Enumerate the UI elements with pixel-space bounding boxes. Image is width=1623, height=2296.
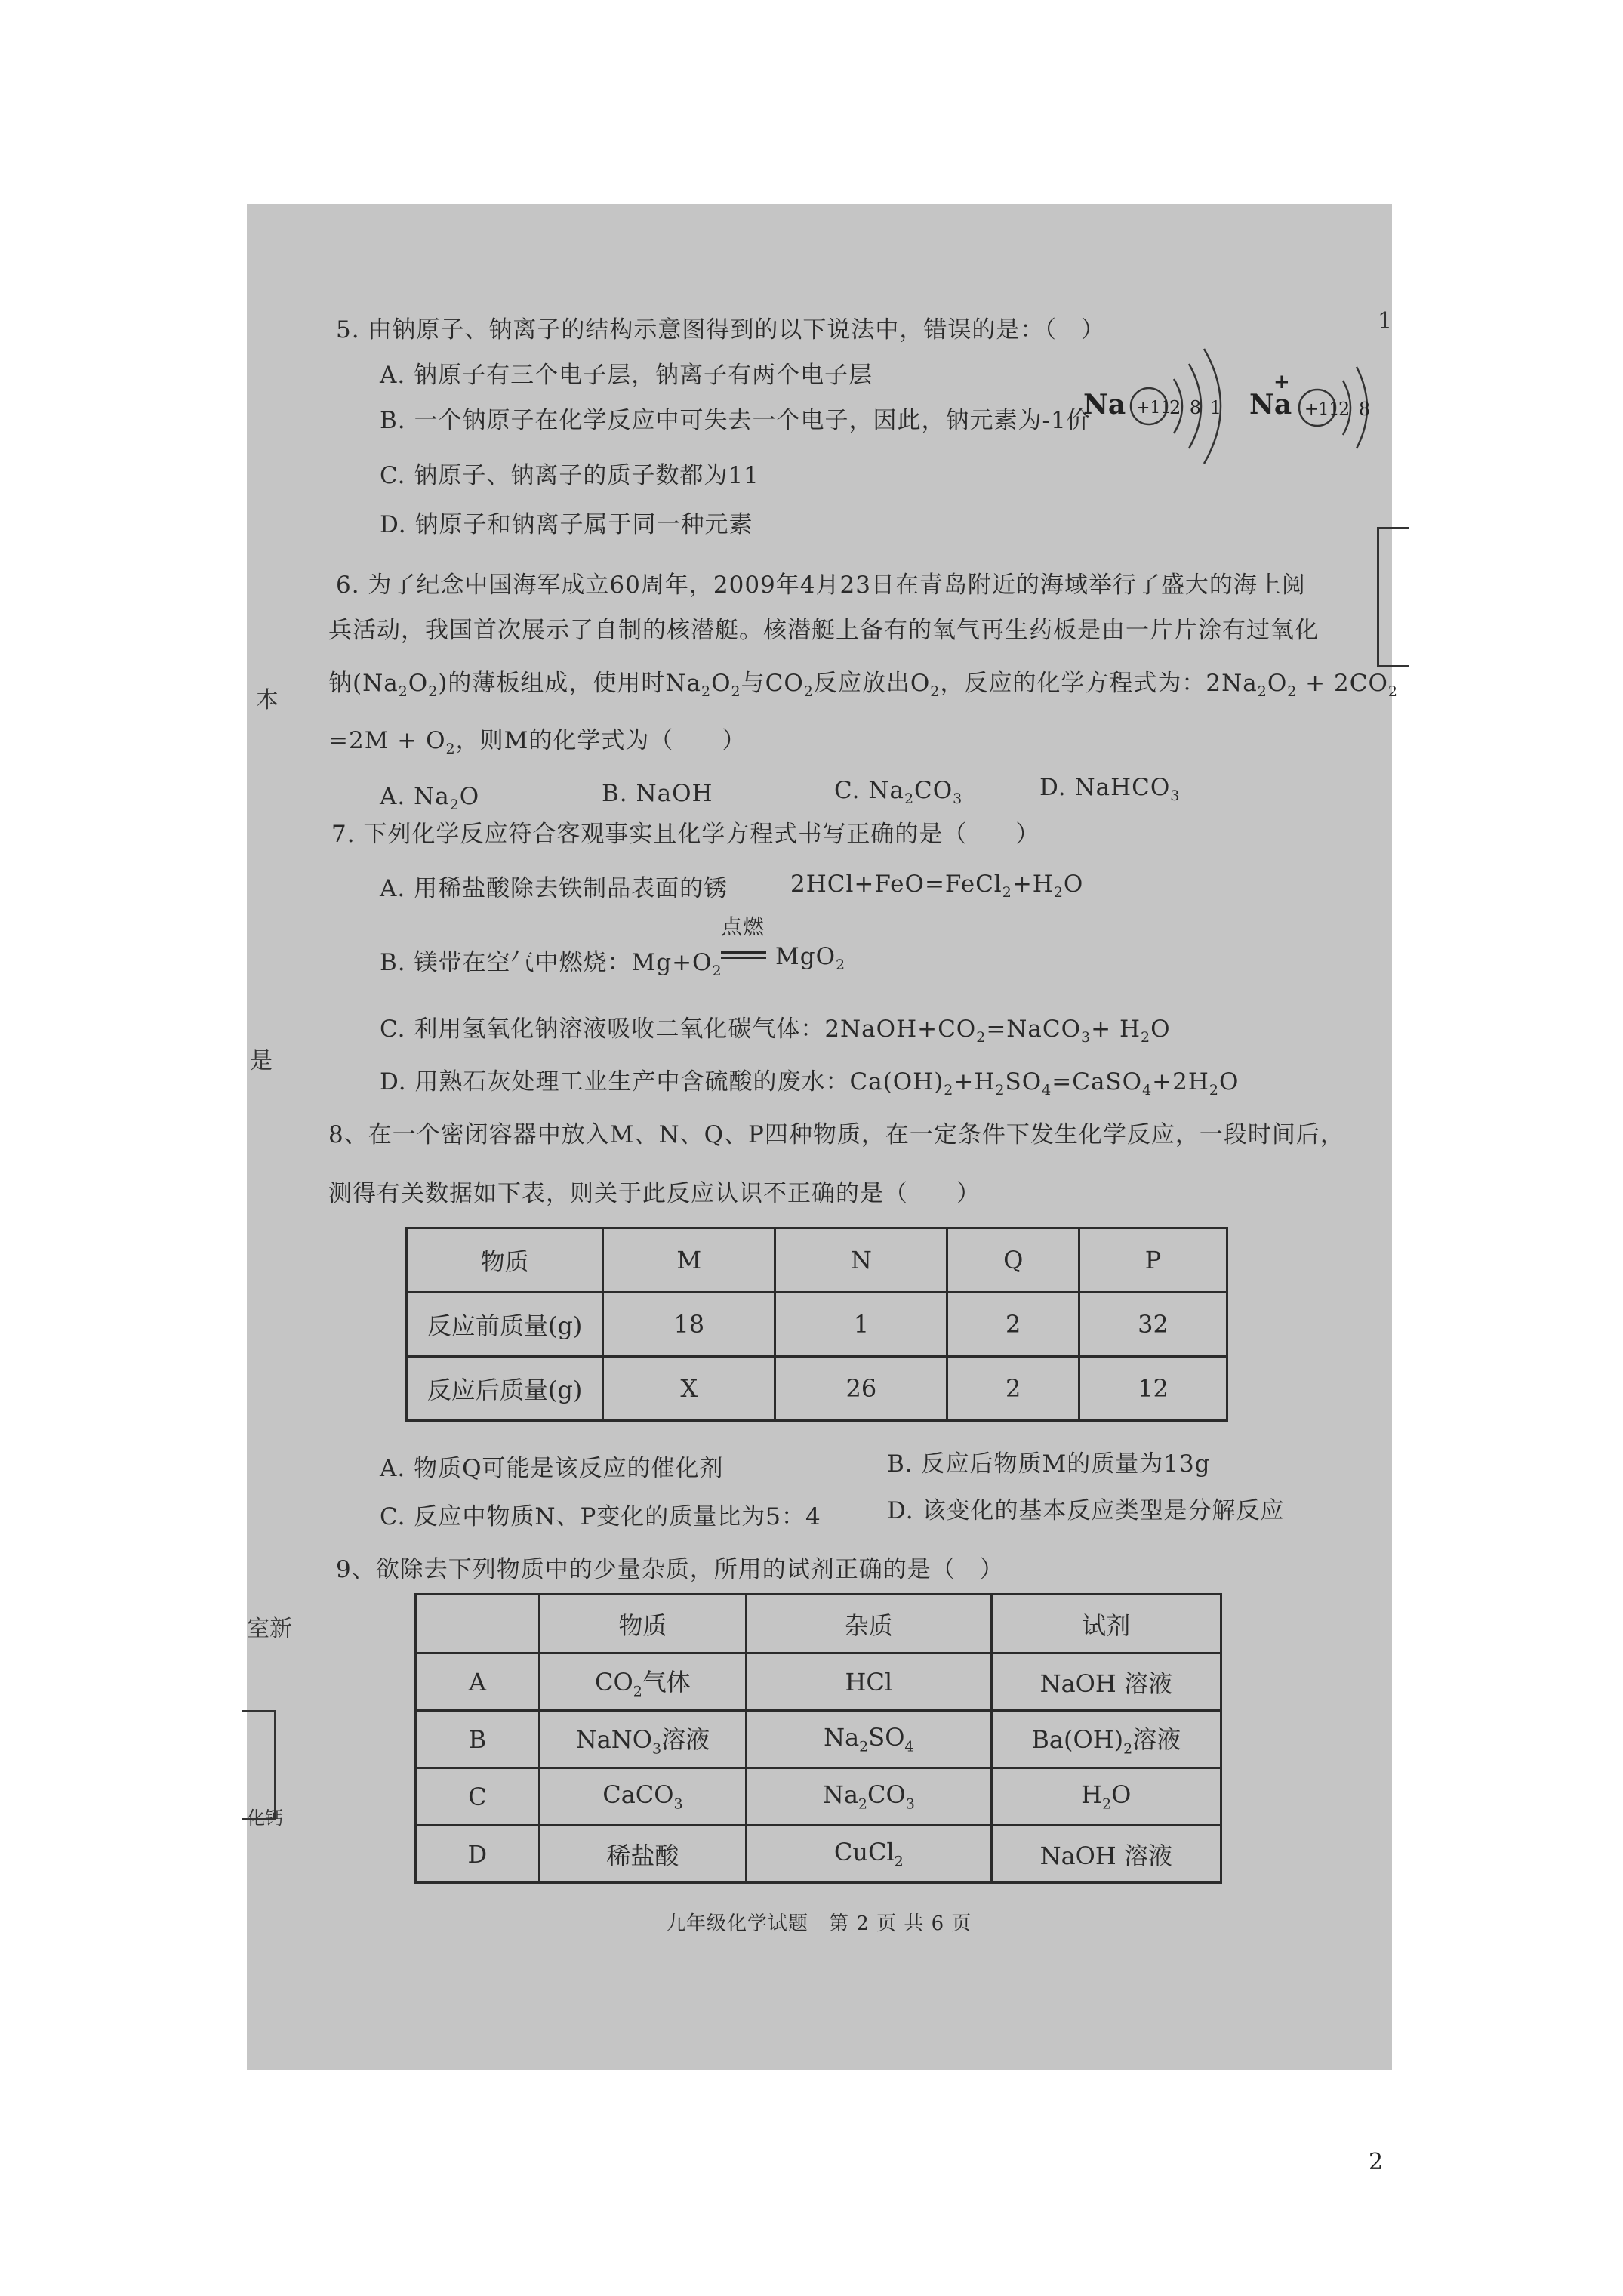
table-cell: 试剂 [991,1595,1221,1653]
table-header-row [407,1228,1227,1293]
sodium-ion-diagram [1249,367,1372,448]
table-cell: P [1079,1228,1227,1293]
q7-option-b-equals-sign [721,951,766,959]
table-cell: B [416,1711,540,1768]
atom-shell-electrons: 2 8 1 [1169,397,1224,418]
q7-option-c: C. 利用氢氧化钠溶液吸收二氧化碳气体：$2NaOH+CO_2=NaCO_3+ H_2O$ [380,1015,1171,1046]
table-cell: CuCl$_2$ [747,1826,992,1883]
table-cell: NaOH 溶液 [991,1653,1221,1711]
q5-stem: 5. 由钠原子、钠离子的结构示意图得到的以下说法中，错误的是：（ ） [336,316,1105,344]
q6-line-3: 钠$(Na_2O_2)$的薄板组成，使用时$Na_2O_2$与$CO_2$反应放出$O_2$，反应的化学方程式为：$2Na_2O_2 + 2CO_2$ [328,670,1398,701]
q8-line-1: 8、在一个密闭容器中放入M、N、Q、P四种物质，在一定条件下发生化学反应，一段时间后， [328,1121,1344,1148]
table-cell [416,1595,540,1653]
table-cell: 2 [947,1357,1079,1421]
q8-data-table [405,1227,1228,1422]
table-cell: Q [947,1228,1079,1293]
q6-option-b: B. NaOH [602,780,713,807]
q8-option-d: D. 该变化的基本反应类型是分解反应 [887,1497,1285,1524]
edge-char-1: 本 [256,687,279,713]
photographed-exam-page [247,204,1398,2070]
table-cell: $Ba(OH)_2$溶液 [991,1711,1221,1768]
table-cell: C [416,1768,540,1826]
q7-option-d: D. 用熟石灰处理工业生产中含硫酸的废水：$Ca(OH)_2+H_2SO_4=CaSO_4+2H_2O$ [380,1068,1240,1099]
q7-option-b-condition: 点燃 [721,914,765,939]
table-cell: NaNO$_3$溶液 [539,1711,746,1768]
table-cell: 反应后质量(g) [407,1357,603,1421]
table-cell: 18 [603,1293,775,1357]
table-cell: 反应前质量(g) [407,1293,603,1357]
atom-symbol: Na [1083,389,1126,421]
ion-shell-electrons: 2 8 [1338,399,1372,420]
q9-stem: 9、欲除去下列物质中的少量杂质，所用的试剂正确的是（ ） [336,1556,1004,1583]
table-cell: NaOH 溶液 [991,1826,1221,1883]
page-footer: 九年级化学试题 第 2 页 共 6 页 [666,1912,972,1935]
page-number: 2 [1369,2149,1384,2175]
q6-line-1: 6. 为了纪念中国海军成立60周年，2009年4月23日在青岛附近的海域举行了盛大的海上阅 [336,572,1306,599]
q7-option-b: B. 镁带在空气中燃烧：$Mg+O_2$ [380,949,722,980]
ion-charge: + [1273,371,1290,393]
table-row [416,1653,1221,1711]
table-row [416,1711,1221,1768]
q7-option-a: A. 用稀盐酸除去铁制品表面的锈 [380,875,728,902]
ion-nucleus-label: +11 [1304,400,1340,419]
q8-option-a: A. 物质Q可能是该反应的催化剂 [380,1455,724,1482]
q8-option-b: B. 反应后物质M的质量为13g [887,1450,1211,1478]
table-cell: 2 [947,1293,1079,1357]
table-cell: 1 [775,1293,947,1357]
q5-option-a: A. 钠原子有三个电子层，钠离子有两个电子层 [380,362,873,389]
edge-char-right: 1 [1378,308,1393,334]
table-cell: HCl [747,1653,992,1711]
q5-option-d: D. 钠原子和钠离子属于同一种元素 [380,511,753,538]
edge-table-fragment-right [1377,527,1409,667]
sodium-atom-diagram [1083,349,1223,464]
q8-option-c: C. 反应中物质N、P变化的质量比为5：4 [380,1503,821,1530]
table-cell: X [603,1357,775,1421]
q5-option-c: C. 钠原子、钠离子的质子数都为11 [380,462,759,489]
ion-symbol: Na [1249,389,1292,421]
q6-line-4: $=2M + O_2$，则M的化学式为（ ） [328,727,747,758]
table-cell: $H_2O$ [991,1768,1221,1826]
q7-stem: 7. 下列化学反应符合客观事实且化学方程式书写正确的是（ ） [331,821,1040,848]
q7-option-a-equation: $2HCl+FeO=FeCl_2+H_2O$ [790,871,1084,901]
q6-line-2: 兵活动，我国首次展示了自制的核潜艇。核潜艇上备有的氧气再生药板是由一片片涂有过氧化 [328,617,1319,644]
edge-char-4: 化钙 [247,1808,283,1829]
table-cell: A [416,1653,540,1711]
table-cell: D [416,1826,540,1883]
q8-line-2: 测得有关数据如下表，则关于此反应认识不正确的是（ ） [328,1180,981,1207]
edge-char-3: 室新 [247,1616,292,1642]
table-cell: $Na_2SO_4$ [747,1711,992,1768]
table-header-row [416,1595,1221,1653]
table-cell: 12 [1079,1357,1227,1421]
table-cell: 物质 [407,1228,603,1293]
table-cell: 26 [775,1357,947,1421]
table-row [416,1768,1221,1826]
table-cell: CaCO$_3$ [539,1768,746,1826]
table-cell: 32 [1079,1293,1227,1357]
q6-option-d: D. NaHCO$_3$ [1039,774,1181,805]
table-row [416,1826,1221,1883]
table-cell: M [603,1228,775,1293]
q5-option-b: B. 一个钠原子在化学反应中可失去一个电子，因此，钠元素为-1价 [380,407,1091,434]
sodium-structure-diagram [1077,325,1379,476]
edge-char-2: 是 [250,1048,273,1074]
q6-option-c: C. $Na_2CO_3$ [834,777,963,808]
table-row [407,1357,1227,1421]
table-cell: 物质 [539,1595,746,1653]
table-cell: 稀盐酸 [539,1826,746,1883]
q9-reagent-table [414,1593,1222,1884]
table-cell: $Na_2CO_3$ [747,1768,992,1826]
atom-nucleus-label: +11 [1136,399,1172,418]
q7-option-b-product: MgO$_2$ [775,943,846,974]
table-cell: $CO_2$气体 [539,1653,746,1711]
table-cell: 杂质 [747,1595,992,1653]
table-row [407,1293,1227,1357]
q6-option-a: A. $Na_2O$ [380,783,480,814]
table-cell: N [775,1228,947,1293]
